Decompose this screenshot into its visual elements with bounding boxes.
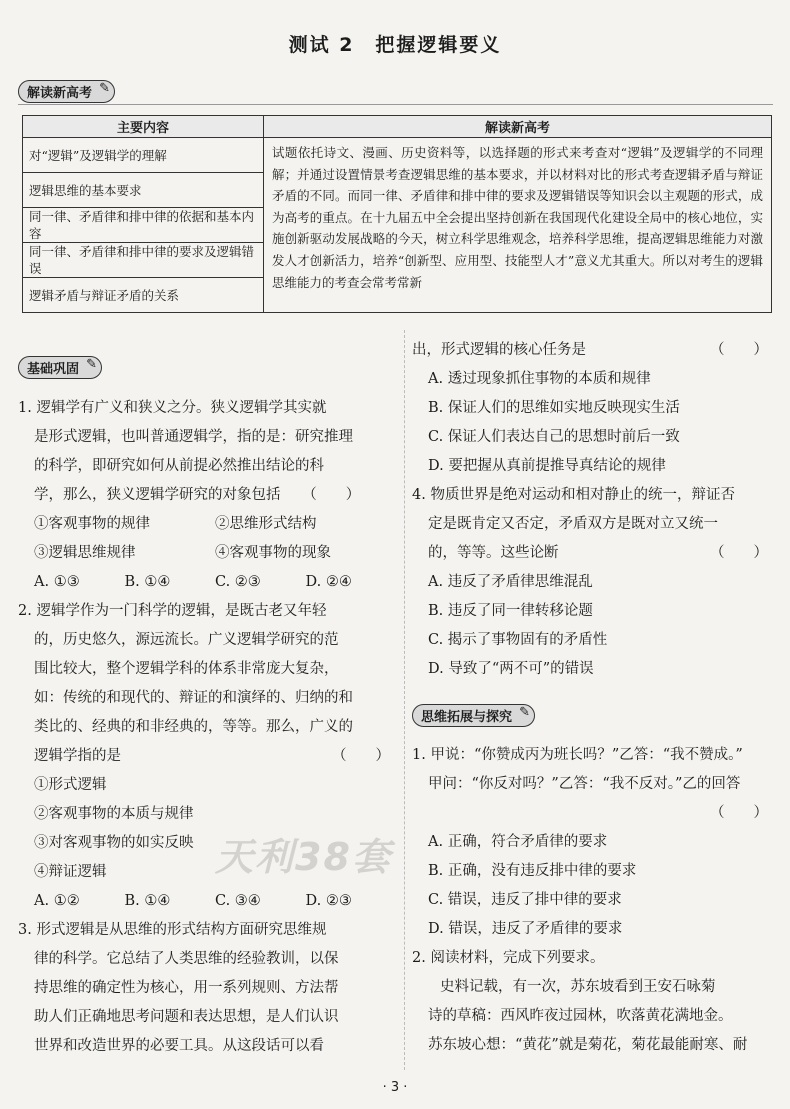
question-text-line: 1. 逻辑学有广义和狭义之分。狭义逻辑学其实就 bbox=[18, 400, 327, 416]
question-text-line: 出，形式逻辑的核心任务是 bbox=[412, 342, 586, 358]
statement-item: ④辩证逻辑 bbox=[34, 864, 107, 880]
question-text-line: 如：传统的和现代的、辩证的和演绎的、归纳的和 bbox=[34, 690, 353, 706]
answer-option-c[interactable]: C. 揭示了事物固有的矛盾性 bbox=[428, 632, 608, 648]
answer-option-c[interactable]: C. ③④ bbox=[215, 893, 261, 909]
intro-table bbox=[22, 115, 772, 313]
question-3 bbox=[18, 916, 396, 1061]
answer-option-d[interactable]: D. ②④ bbox=[305, 574, 352, 590]
table-header-main-content: 主要内容 bbox=[23, 116, 264, 138]
statement-item: ②客观事物的本质与规律 bbox=[34, 806, 194, 822]
answer-option-a[interactable]: A. 正确，符合矛盾律的要求 bbox=[428, 834, 608, 850]
pen-icon: ✎ bbox=[86, 357, 98, 372]
table-row-content: 逻辑矛盾与辩证矛盾的关系 bbox=[23, 278, 264, 313]
answer-option-c[interactable]: C. ②③ bbox=[215, 574, 261, 590]
statement-item: ②思维形式结构 bbox=[215, 516, 317, 532]
table-row-content: 同一律、矛盾律和排中律的依据和基本内容 bbox=[23, 208, 264, 243]
answer-option-b[interactable]: B. 保证人们的思维如实地反映现实生活 bbox=[428, 400, 680, 416]
question-text-line: 类比的、经典的和非经典的，等等。那么，广义的 bbox=[34, 719, 353, 735]
question-text-line: 的，等等。这些论断 bbox=[428, 545, 559, 561]
reading-material-line: 史料记载，有一次，苏东坡看到王安石咏菊 bbox=[440, 979, 716, 995]
question-text-line: 1. 甲说：“你赞成丙为班长吗？”乙答：“我不赞成。” bbox=[412, 747, 743, 763]
watermark-logo: 天利38套 bbox=[215, 835, 392, 879]
answer-option-d[interactable]: D. 要把握从真前提推导真结论的规律 bbox=[428, 458, 666, 474]
pen-icon: ✎ bbox=[519, 705, 531, 720]
question-1 bbox=[18, 394, 396, 597]
question-text-line: 持思维的确定性为核心，用一系列规则、方法帮 bbox=[34, 980, 339, 996]
answer-option-d[interactable]: D. ②③ bbox=[305, 893, 352, 909]
column-divider bbox=[404, 330, 405, 1070]
extend-question-2 bbox=[412, 944, 774, 1060]
question-text-line: 的科学，即研究如何从前提必然推出结论的科 bbox=[34, 458, 324, 474]
answer-option-c[interactable]: C. 错误，违反了排中律的要求 bbox=[428, 892, 622, 908]
intro-section-badge-label: 解读新高考 bbox=[27, 86, 93, 101]
basic-section-badge-label: 基础巩固 bbox=[27, 362, 80, 377]
question-text-line: 世界和改造世界的必要工具。从这段话可以看 bbox=[34, 1038, 324, 1054]
answer-blank[interactable]: （ ） bbox=[710, 805, 768, 821]
extend-column bbox=[412, 741, 774, 1060]
question-text-line: 3. 形式逻辑是从思维的形式结构方面研究思维规 bbox=[18, 922, 327, 938]
question-text-line: 甲问：“你反对吗？”乙答：“我不反对。”乙的回答 bbox=[428, 776, 741, 792]
page-title: 测试 2 把握逻辑要义 bbox=[288, 34, 502, 56]
answer-option-d[interactable]: D. 导致了“两不可”的错误 bbox=[428, 661, 594, 677]
statement-item: ③逻辑思维规律 bbox=[34, 545, 136, 561]
question-text-line: 是形式逻辑，也叫普通逻辑学，指的是：研究推理 bbox=[34, 429, 353, 445]
question-text-line: 2. 逻辑学作为一门科学的逻辑，是既古老又年轻 bbox=[18, 603, 327, 619]
question-text-line: 定是既肯定又否定，矛盾双方是既对立又统一 bbox=[428, 516, 718, 532]
question-text-line: 的，历史悠久，源远流长。广义逻辑学研究的范 bbox=[34, 632, 339, 648]
question-text-line: 助人们正确地思考问题和表达思想，是人们认识 bbox=[34, 1009, 339, 1025]
question-text-line: 2. 阅读材料，完成下列要求。 bbox=[412, 950, 605, 966]
table-row-content: 同一律、矛盾律和排中律的要求及逻辑错误 bbox=[23, 243, 264, 278]
table-row-content: 逻辑思维的基本要求 bbox=[23, 173, 264, 208]
extend-section-badge-label: 思维拓展与探究 bbox=[421, 710, 513, 725]
question-text-line: 4. 物质世界是绝对运动和相对静止的统一，辩证否 bbox=[412, 487, 735, 503]
answer-option-b[interactable]: B. ①④ bbox=[124, 574, 171, 590]
statement-item: ④客观事物的现象 bbox=[215, 545, 331, 561]
statement-item: ①客观事物的规律 bbox=[34, 516, 150, 532]
statement-item: ①形式逻辑 bbox=[34, 777, 107, 793]
extend-section-badge bbox=[412, 704, 535, 727]
answer-blank[interactable]: （ ） bbox=[710, 342, 768, 358]
table-header-analysis: 解读新高考 bbox=[264, 116, 772, 138]
left-column bbox=[18, 394, 396, 1061]
intro-section-badge bbox=[18, 80, 115, 103]
reading-material-line: 苏东坡心想：“黄花”就是菊花，菊花最能耐寒、耐 bbox=[428, 1037, 748, 1053]
answer-option-a[interactable]: A. ①③ bbox=[34, 574, 80, 590]
table-row-content: 对“逻辑”及逻辑学的理解 bbox=[23, 138, 264, 173]
question-text-line: 逻辑学指的是 bbox=[34, 748, 121, 764]
answer-option-c[interactable]: C. 保证人们表达自己的思想时前后一致 bbox=[428, 429, 680, 445]
answer-option-a[interactable]: A. 透过现象抓住事物的本质和规律 bbox=[428, 371, 651, 387]
question-4 bbox=[412, 481, 774, 684]
basic-section-badge bbox=[18, 356, 102, 379]
question-text-line: 律的科学。它总结了人类思维的经验教训，以保 bbox=[34, 951, 339, 967]
answer-option-a[interactable]: A. 违反了矛盾律思维混乱 bbox=[428, 574, 593, 590]
answer-blank[interactable]: （ ） bbox=[710, 545, 768, 561]
answer-option-a[interactable]: A. ①② bbox=[34, 893, 80, 909]
pen-icon: ✎ bbox=[99, 81, 111, 96]
answer-option-b[interactable]: B. ①④ bbox=[124, 893, 171, 909]
statement-item: ③对客观事物的如实反映 bbox=[34, 835, 194, 851]
reading-material-line: 诗的草稿：西风昨夜过园林，吹落黄花满地金。 bbox=[428, 1008, 733, 1024]
answer-option-b[interactable]: B. 违反了同一律转移论题 bbox=[428, 603, 593, 619]
answer-option-d[interactable]: D. 错误，违反了矛盾律的要求 bbox=[428, 921, 623, 937]
page-number: · 3 · bbox=[382, 1080, 408, 1095]
table-analysis-text: 试题依托诗文、漫画、历史资料等，以选择题的形式来考查对“逻辑”及逻辑学的不同理解；并通过设置情景考查逻辑思维的基本要求，并以材料对比的形式考查逻辑矛盾与辩证矛盾的不同。而同一律、矛盾律和排中律的要求及逻辑错误等知识会以主观题的形式，成为高考的重点。在十九届五中全会提出坚持创新在我国现代化建设全局中的核心地位，实施创新驱动发展战略的今天，树立科学思维观念，培养科学思维，提高逻辑思维能力对激发人才创新活力，培养“创新型、应用型、技能型人才”意义尤其重大。所以对考生的逻辑思维能力的考查会常考常新 bbox=[264, 138, 772, 313]
question-text-line: 学，那么，狭义逻辑学研究的对象包括 （ ） bbox=[34, 487, 361, 503]
right-column bbox=[412, 336, 774, 684]
answer-blank[interactable]: （ ） bbox=[332, 748, 390, 764]
section-rule bbox=[18, 104, 773, 105]
answer-option-b[interactable]: B. 正确，没有违反排中律的要求 bbox=[428, 863, 637, 879]
question-text-line: 围比较大，整个逻辑学科的体系非常庞大复杂， bbox=[34, 661, 339, 677]
extend-question-1 bbox=[412, 741, 774, 944]
